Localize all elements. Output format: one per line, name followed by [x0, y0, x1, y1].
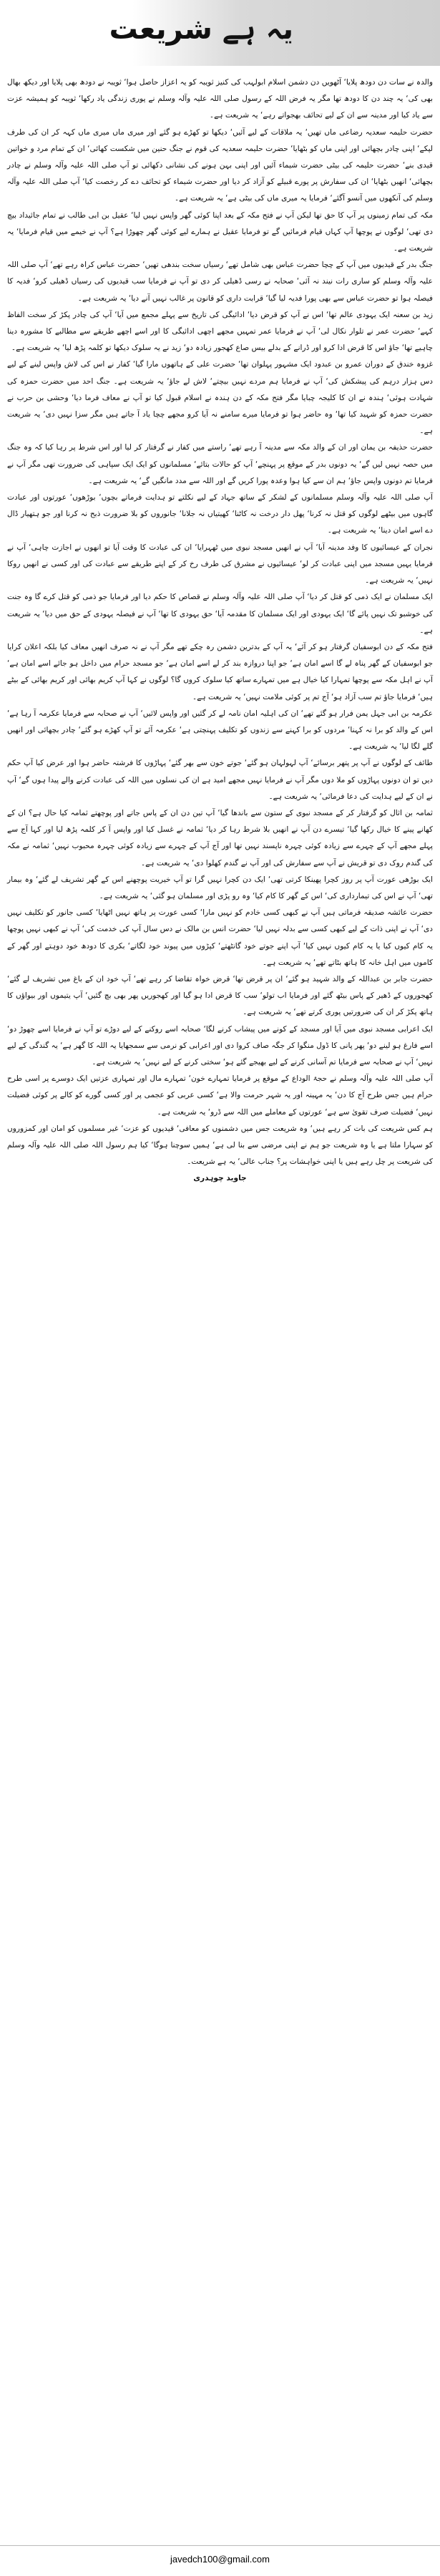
author-name: جاوید چوہدری [193, 1174, 247, 1183]
article-paragraph: آپ صلی اللہ علیہ وآلہ وسلم نے حجۃ الوداع کے موقع پر فرمایا تمہارے خون‘ تمہارے مال اور تمہاری عزتیں ایک دوسرے پر اسی طرح حرام ہیں جس طرح آج کا دن‘ یہ مہینہ اور یہ شہر حرمت والا ہے‘ کسی عربی کو عجمی پر اور کسی گورے کو کالے پر کوئی فضیلت نہیں‘ فضیلت صرف تقویٰ سے ہے‘ عورتوں کے معاملے میں اللہ سے ڈرو‘ یہ شریعت ہے۔ [7, 1074, 433, 1117]
article-paragraph: حضرت حلیمہ سعدیہ رضاعی ماں تھیں‘ یہ ملاقات کے لیے آئیں‘ دیکھا تو کھڑے ہو گئے اور میری ماں میری ماں کہہ کر ان کی طرف لپکے‘ اپنی چادر بچھائی اور اپنی ماں کو بٹھایا‘ حضرت حلیمہ سعدیہ کی قوم نے جنگ حنین میں شکست کھائی‘ ان کے تمام مرد و خواتین قیدی بنے‘ حضرت حلیمہ کی بیٹی حضرت شیماء آئیں اور اپنی بہن ہونے کی نشانی دکھائی تو آپ صلی اللہ علیہ وآلہ وسلم نے چادر بچھائی‘ انھیں بٹھایا‘ ان کی سفارش پر پورے قبیلے کو آزاد کر دیا اور حضرت شیماء کو تحائف دے کر رخصت کیا‘ آپ صلی اللہ علیہ وآلہ وسلم کی آنکھوں میں آنسو آگئے‘ فرمایا یہ میری ماں کی بیٹی ہے‘ یہ شریعت ہے۔ [7, 127, 433, 203]
article-paragraph: آپ صلی اللہ علیہ وآلہ وسلم مسلمانوں کے لشکر کے ساتھ جہاد کے لیے نکلتے تو ہدایت فرماتے بچوں‘ بوڑھوں‘ عورتوں اور عبادت گاہوں میں بیٹھے لوگوں کو قتل نہ کرنا‘ پھل دار درخت نہ کاٹنا‘ کھیتیاں نہ جلانا‘ جانوروں کو بلا ضرورت ذبح نہ کرنا اور جو ہتھیار ڈال دے اسے امان دینا‘ یہ شریعت ہے۔ [7, 493, 433, 535]
article-paragraph: فتح مکہ کے دن ابوسفیان گرفتار ہو کر آئے‘ یہ آپ کے بدترین دشمن رہ چکے تھے مگر آپ نے نہ صرف انھیں معاف کیا بلکہ اعلان کرایا جو ابوسفیان کے گھر پناہ لے گا اسے امان ہے‘ جو اپنا دروازہ بند کر لے اسے امان ہے‘ جو مسجد حرام میں داخل ہو جائے اسے امان ہے‘ آپ نے اہل مکہ سے پوچھا تمہارا کیا خیال ہے میں تمہارے ساتھ کیا سلوک کروں گا؟ لوگوں نے کہا آپ کریم بھائی اور کریم بھائی کے بیٹے ہیں‘ فرمایا جاؤ تم سب آزاد ہو‘ آج تم پر کوئی ملامت نہیں‘ یہ شریعت ہے۔ [7, 642, 433, 701]
article-body [7, 74, 433, 1187]
article-paragraph: ایک اعرابی مسجد نبوی میں آیا اور مسجد کے کونے میں پیشاب کرنے لگا‘ صحابہ اسے روکنے کے لیے دوڑے تو آپ نے فرمایا اسے چھوڑ دو‘ اسے فارغ ہو لینے دو‘ پھر پانی کا ڈول منگوا کر جگہ صاف کروا دی اور اعرابی کو نرمی سے سمجھایا یہ اللہ کا گھر ہے‘ یہ گندگی کے لیے نہیں‘ آپ نے صحابہ سے فرمایا تم آسانی کرنے کے لیے بھیجے گئے ہو‘ سختی کرنے کے لیے نہیں‘ یہ شریعت ہے۔ [7, 1024, 433, 1066]
article-paragraph: عکرمہ بن ابی جہل یمن فرار ہو گئے تھے‘ ان کی اہلیہ امان نامہ لے کر گئیں اور واپس لائیں‘ آپ نے صحابہ سے فرمایا عکرمہ آ رہا ہے‘ اس کے والد کو برا نہ کہنا‘ مردوں کو برا کہنے سے زندوں کو تکلیف پہنچتی ہے‘ عکرمہ آئے تو آپ کھڑے ہو گئے‘ چادر بچھائی اور انھیں گلے لگا لیا‘ یہ شریعت ہے۔ [7, 709, 433, 752]
article-paragraph: ایک مسلمان نے ایک ذمی کو قتل کر دیا‘ آپ صلی اللہ علیہ وآلہ وسلم نے قصاص کا حکم دیا اور فرمایا جو ذمی کو قتل کرے گا وہ جنت کی خوشبو تک نہیں پائے گا‘ ایک یہودی اور ایک مسلمان کا مقدمہ آیا‘ حق یہودی کا تھا‘ آپ نے فیصلہ یہودی کے حق میں دیا‘ یہ شریعت ہے۔ [7, 593, 433, 635]
column-title: یہ ہے شریعت [109, 13, 293, 46]
article-paragraph: جنگ بدر کے قیدیوں میں آپ کے چچا حضرت عباس بھی شامل تھے‘ رسیاں سخت بندھی تھیں‘ حضرت عباس کراہ رہے تھے‘ آپ صلی اللہ علیہ وآلہ وسلم کو ساری رات نیند نہ آئی‘ صحابہ نے رسی ڈھیلی کر دی تو آپ نے فرمایا سب قیدیوں کی رسیاں ڈھیلی کرو‘ فدیہ کا فیصلہ ہوا تو حضرت عباس سے بھی پورا فدیہ لیا گیا‘ قرابت داری کو قانون پر غالب نہیں آنے دیا‘ یہ شریعت ہے۔ [7, 261, 433, 303]
article-paragraph: ہم کس شریعت کی بات کر رہے ہیں‘ وہ شریعت جس میں دشمنوں کو معافی‘ قیدیوں کو عزت‘ غیر مسلموں کو امان اور کمزوروں کو سہارا ملتا ہے یا وہ شریعت جو ہم نے اپنی مرضی سے بنا لی ہے‘ ہمیں سوچنا ہوگا‘ کیا ہم رسول اللہ صلی اللہ علیہ وآلہ وسلم کی شریعت پر چل رہے ہیں یا اپنی خواہشات پر؟ جناب عالی‘ یہ ہے شریعت۔ [7, 1124, 433, 1167]
article-paragraph: مکہ کی تمام زمینوں پر آپ کا حق تھا لیکن آپ نے فتح مکہ کے بعد اپنا کوئی گھر واپس نہیں لیا‘ عقیل بن ابی طالب نے تمام جائیداد بیچ دی تھی‘ لوگوں نے پوچھا آپ کہاں قیام فرمائیں گے تو فرمایا عقیل نے ہمارے لیے کوئی گھر چھوڑا ہے؟ آپ نے خیمے میں قیام فرمایا‘ یہ شریعت ہے۔ [7, 210, 433, 253]
article-paragraph: حضرت جابر بن عبداللہ کے والد شہید ہو گئے‘ ان پر قرض تھا‘ قرض خواہ تقاضا کر رہے تھے‘ آپ خود ان کے باغ میں تشریف لے گئے‘ کھجوروں کے ڈھیر کے پاس بیٹھ گئے اور فرمایا اب تولو‘ سب کا قرض ادا ہو گیا اور کھجوریں پھر بھی بچ گئیں‘ آپ یتیموں اور بیواؤں کا ہاتھ پکڑ کر ان کی ضرورتیں پوری کرتے تھے‘ یہ شریعت ہے۔ [7, 974, 433, 1017]
article-paragraph: ایک بوڑھی عورت آپ پر روز کچرا پھینکا کرتی تھی‘ ایک دن کچرا نہیں گرا تو آپ خیریت پوچھنے اس کے گھر تشریف لے گئے‘ وہ بیمار تھی‘ آپ نے اس کی تیمارداری کی‘ اس کے گھر کا کام کیا‘ وہ رو پڑی اور مسلمان ہو گئی‘ یہ شریعت ہے۔ [7, 875, 433, 900]
title-banner [0, 0, 440, 66]
article-paragraph: ثمامہ بن اثال کو گرفتار کر کے مسجد نبوی کے ستون سے باندھا گیا‘ آپ تین دن ان کے پاس جاتے اور پوچھتے ثمامہ کیا حال ہے؟ ان کے کھانے پینے کا خیال رکھا گیا‘ تیسرے دن آپ نے انھیں بلا شرط رہا کر دیا‘ ثمامہ نے غسل کیا اور واپس آ کر کلمہ پڑھ لیا اور کہا آج سے پہلے مجھے آپ کے چہرے سے زیادہ کوئی چہرہ ناپسند نہیں تھا اور آج آپ کے چہرے سے زیادہ کوئی چہرہ محبوب نہیں‘ ثمامہ نے مکہ کی گندم روک دی تو قریش نے آپ سے سفارش کی اور آپ نے گندم کھلوا دی‘ یہ شریعت ہے۔ [7, 808, 433, 867]
article-paragraph: حضرت عائشہ صدیقہ فرماتی ہیں آپ نے کبھی کسی خادم کو نہیں مارا‘ کسی عورت پر ہاتھ نہیں اٹھایا‘ کسی جانور کو تکلیف نہیں دی‘ آپ نے اپنی ذات کے لیے کبھی کسی سے بدلہ نہیں لیا‘ حضرت انس بن مالک نے دس سال آپ کی خدمت کی‘ آپ نے کبھی نہیں پوچھا یہ کام کیوں کیا یا یہ کام کیوں نہیں کیا‘ آپ اپنے جوتے خود گانٹھتے‘ کپڑوں میں پیوند خود لگاتے‘ بکری کا دودھ خود دوہتے اور گھر کے کاموں میں اہل خانہ کا ہاتھ بٹاتے تھے‘ یہ شریعت ہے۔ [7, 908, 433, 967]
article-paragraph: طائف کے لوگوں نے آپ پر پتھر برسائے‘ آپ لہولہان ہو گئے‘ جوتے خون سے بھر گئے‘ پہاڑوں کا فرشتہ حاضر ہوا اور عرض کیا آپ حکم دیں تو ان دونوں پہاڑوں کو ملا دوں مگر آپ نے فرمایا نہیں مجھے امید ہے ان کی نسلوں میں اللہ کی عبادت کرنے والے پیدا ہوں گے‘ آپ نے ان کے لیے ہدایت کی دعا فرمائی‘ یہ شریعت ہے۔ [7, 759, 433, 801]
article-paragraph: والدہ نے سات دن دودھ پلایا‘ آٹھویں دن دشمن اسلام ابولہب کی کنیز ثویبہ کو یہ اعزاز حاصل ہوا‘ ثویبہ نے دودھ بھی پلایا اور دیکھ بھال بھی کی‘ یہ چند دن کا دودھ تھا مگر یہ فرض اللہ کے رسول صلی اللہ علیہ وآلہ وسلم نے پوری زندگی یاد رکھا‘ ثویبہ کو ہمیشہ عزت سے یاد کیا اور مدینہ سے ان کے لیے تحائف بھجواتے رہے‘ یہ شریعت ہے۔ [7, 78, 433, 120]
article-paragraph: زید بن سعنہ ایک یہودی عالم تھا‘ اس نے آپ کو قرض دیا‘ ادائیگی کی تاریخ سے پہلے مجمع میں آیا‘ آپ کی چادر پکڑ کر سخت الفاظ کہے‘ حضرت عمر نے تلوار نکال لی‘ آپ نے فرمایا عمر تمہیں مجھے اچھی ادائیگی کا اور اسے اچھے طریقے سے مطالبے کا مشورہ دینا چاہیے تھا‘ جاؤ اس کا قرض ادا کرو اور ڈرانے کے بدلے بیس صاع کھجور زیادہ دو‘ زید نے یہ سلوک دیکھا تو کلمہ پڑھ لیا‘ یہ شریعت ہے۔ [7, 310, 433, 353]
author-email: javedch100@gmail.com [170, 2554, 270, 2565]
article-paragraph: غزوہ خندق کے دوران عمرو بن عبدود ایک مشہور پہلوان تھا‘ حضرت علی کے ہاتھوں مارا گیا‘ کفار نے اس کی لاش واپس لینے کے لیے دس ہزار درہم کی پیشکش کی‘ آپ نے فرمایا ہم مردے نہیں بیچتے‘ لاش لے جاؤ‘ یہ شریعت ہے۔ جنگ احد میں حضرت حمزہ کی شہادت ہوئی‘ ہندہ نے ان کا کلیجہ چبایا مگر فتح مکہ کے دن ہندہ نے اسلام قبول کیا تو آپ نے معاف فرما دیا‘ وحشی بن حرب نے حضرت حمزہ کو شہید کیا تھا‘ وہ حاضر ہوا تو فرمایا میرے سامنے نہ آیا کرو مجھے چچا یاد آ جاتے ہیں مگر سزا نہیں دی‘ یہ شریعت ہے۔ [7, 360, 433, 436]
footer-divider [0, 2545, 440, 2546]
article-paragraph: نجران کے عیسائیوں کا وفد مدینہ آیا‘ آپ نے انھیں مسجد نبوی میں ٹھہرایا‘ ان کی عبادت کا وقت آیا تو انھوں نے اجازت چاہی‘ آپ نے فرمایا یہیں مسجد میں اپنی عبادت کر لو‘ عیسائیوں نے مشرق کی طرف رخ کر کے اپنے طریقے سے عبادت کی اور کسی نے انھیں روکا نہیں‘ یہ شریعت ہے۔ [7, 543, 433, 585]
article-paragraph: حضرت حذیفہ بن یمان اور ان کے والد مکہ سے مدینہ آ رہے تھے‘ راستے میں کفار نے گرفتار کر لیا اور اس شرط پر رہا کیا کہ وہ جنگ میں حصہ نہیں لیں گے‘ یہ دونوں بدر کے موقع پر پہنچے‘ آپ کو حالات بتائے‘ مسلمانوں کو ایک ایک سپاہی کی ضرورت تھی مگر آپ نے فرمایا تم دونوں واپس جاؤ‘ ہم ان سے کیا ہوا وعدہ پورا کریں گے اور اللہ سے مدد مانگیں گے‘ یہ شریعت ہے۔ [7, 443, 433, 485]
